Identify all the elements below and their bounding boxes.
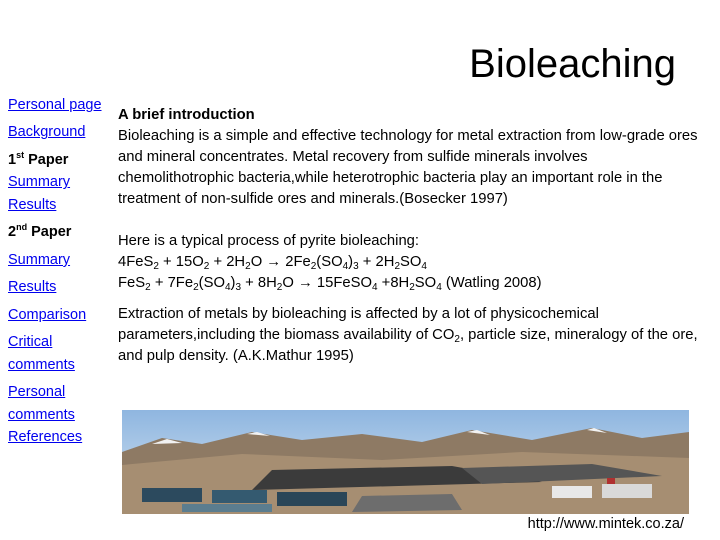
section-heading: A brief introduction [118,107,255,123]
nav-heading-second-paper: 2nd Paper [8,222,72,241]
nav-link-critical-comments[interactable]: Critical comments [8,334,75,373]
nav-link-personal-comments[interactable]: Personal comments [8,384,75,423]
nav-link-personal-page[interactable]: Personal page [8,97,102,113]
slide-body [118,105,698,367]
nav-link-background[interactable]: Background [8,124,86,141]
nav-link-summary-1[interactable]: Summary [8,174,71,191]
intro-paragraph: Bioleaching is a simple and effective technology for metal extraction from low-grade ores and mineral concentrates. Metal recovery from sulfide minerals involves chemolithotrophic bacteria,while heterotrophic bacteria play an important role in the treatment of non-sulfide ores and minerals.(Bosecker 1997) [118,128,698,207]
nav-link-summary-2[interactable]: Summary [8,251,71,268]
nav-link-results-2[interactable]: Results [8,279,57,296]
equation-2: $FeS_2 + 7Fe_2(SO_4)_3 + 8H_2O$ → 15FeSO$_4$ $+8H_2SO_4$ (Watling 2008) [118,275,542,293]
nav-heading-first-paper: 1st Paper [8,150,69,168]
image-credit: http://www.mintek.co.za/ [527,516,684,532]
factors-paragraph: Extraction of metals by bioleaching is affected by a lot of physicochemical parameters,including the biomass availability of $CO_2$, particle size, mineralogy of the ore, and pulp density. (A.K.Mathur 1995) [118,306,698,364]
side-navigation [8,94,114,449]
nav-link-comparison[interactable]: Comparison [8,306,87,323]
process-intro: Here is a typical process of pyrite bioleaching: [118,233,420,249]
nav-link-references[interactable]: References [8,429,83,446]
slide-title: Bioleaching [469,42,676,86]
bioleaching-plant-photo [122,410,689,514]
nav-link-results-1[interactable]: Results [8,196,57,213]
equation-1: $4FeS_2 + 15O_2 + 2H_2O \to 2Fe_2(SO_4)_3 + 2H_2SO_4$ [118,254,427,272]
